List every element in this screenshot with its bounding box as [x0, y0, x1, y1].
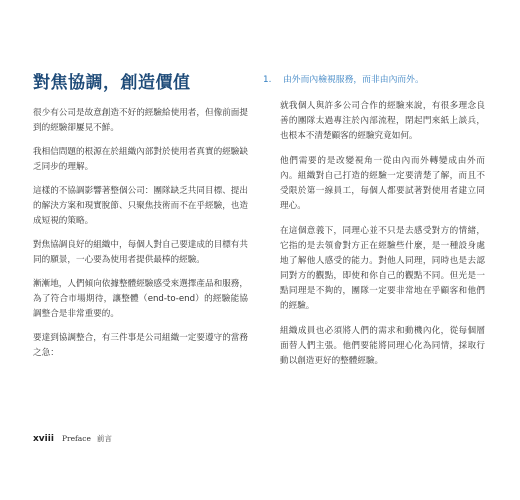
- paragraph: 他們需要的是改變視角一從由內而外轉變成由外而內。組織對自己打造的經驗一定要清楚了解，而且不受限於第一線員工，每個人都要試著對使用者建立同理心。: [280, 156, 485, 211]
- paragraph: 這樣的不協調影響著整個公司：團隊缺乏共同目標、提出的解決方案和現實脫節、只聚焦技術而不在乎經驗，也造成短視的策略。: [33, 186, 248, 226]
- page-number: xviii: [33, 434, 54, 444]
- left-column: [33, 72, 248, 370]
- section-title: 對焦協調，創造價值: [33, 73, 191, 93]
- paragraph: 就我個人與許多公司合作的經驗來說，有很多理念良善的團隊太過專注於內部流程，閉起門來紙上談兵，也根本不清楚顧客的經驗究竟如何。: [280, 101, 485, 141]
- page-footer: [33, 433, 112, 444]
- footer-section-label: Preface: [61, 434, 91, 443]
- paragraph: 很少有公司是故意創造不好的經驗給使用者，但像前面提到的經驗卻屢見不鮮。: [33, 108, 248, 133]
- heading-text: 由外而內檢視服務，而非由內而外。: [283, 75, 424, 85]
- paragraph: 要達到協調整合，有三件事是公司組織一定要遵守的當務之急：: [33, 333, 248, 358]
- paragraph: 組織成員也必須將人們的需求和動機內化，從每個層面替人們主張。他們要能將同理心化為同情，採取行動以創造更好的整體經驗。: [280, 326, 485, 366]
- paragraph: 對焦協調良好的組織中，每個人對自己要達成的目標有共同的願景，一心要為使用者提供最棒的經驗。: [33, 240, 248, 265]
- paragraph: 我相信問題的根源在於組織內部對於使用者真實的經驗缺乏同步的理解。: [33, 147, 248, 172]
- right-column: [263, 72, 485, 379]
- paragraph: 漸漸地，人們傾向依據整體經驗感受來選擇產品和服務，為了符合市場期待，讓整體（end-to-end）的經驗能協調整合是非常重要的。: [33, 279, 248, 319]
- heading-number: 1.: [263, 75, 272, 85]
- paragraph: 在這個意義下，同理心並不只是去感受對方的情緒，它指的是去領會對方正在經驗些什麼，是一種設身處地了解他人感受的能力。對他人同理，同時也是去認同對方的觀點，即使和你自己的觀點不同。但光是一點同理是不夠的，團隊一定要非常地在乎顧客和他們的經驗。: [280, 226, 485, 311]
- footer-section-sublabel: 前言: [96, 434, 112, 443]
- numbered-heading: [263, 72, 485, 85]
